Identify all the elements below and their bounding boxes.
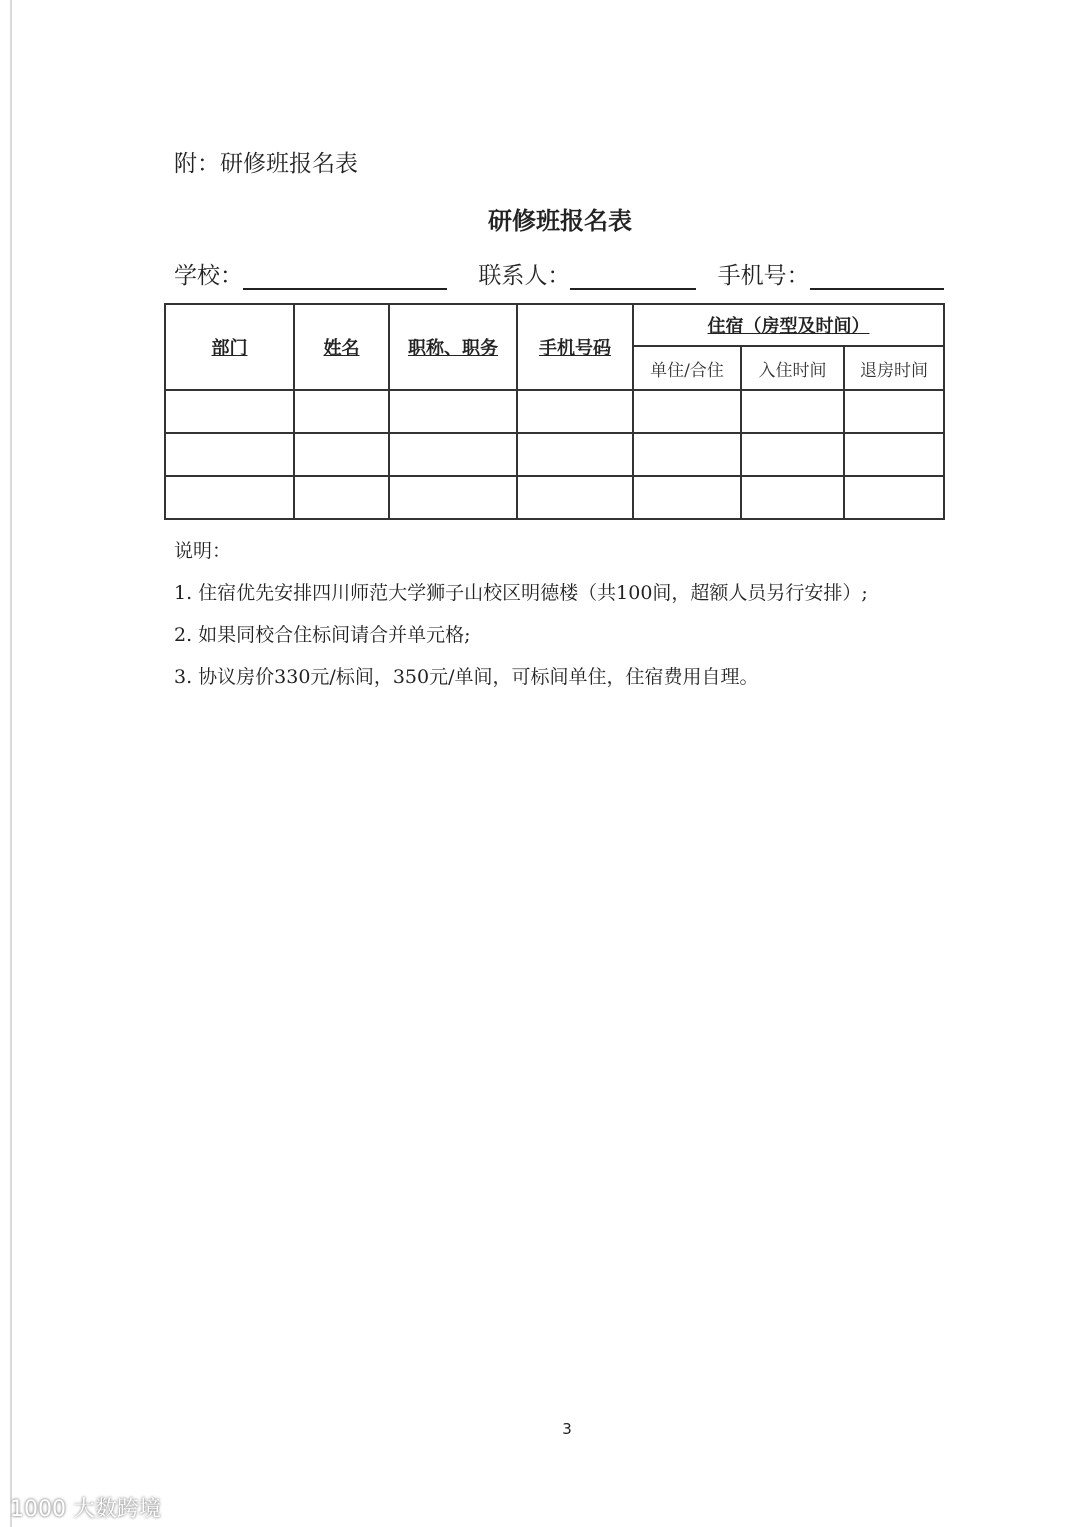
cell[interactable]	[294, 476, 389, 519]
cell[interactable]	[389, 433, 517, 476]
school-field[interactable]	[243, 264, 447, 290]
cell[interactable]	[294, 390, 389, 433]
cell[interactable]	[165, 476, 294, 519]
note-item: 2. 如果同校合住标间请合并单元格;	[174, 624, 471, 646]
cell[interactable]	[741, 433, 844, 476]
cell[interactable]	[165, 433, 294, 476]
cell[interactable]	[741, 390, 844, 433]
cell[interactable]	[844, 476, 944, 519]
cell[interactable]	[633, 476, 741, 519]
page-number: 3	[562, 1420, 572, 1438]
subheader-checkin: 入住时间	[741, 346, 844, 390]
cell[interactable]	[517, 390, 633, 433]
note-item: 3. 协议房价330元/标间，350元/单间，可标间单住，住宿费用自理。	[174, 666, 759, 688]
cell[interactable]	[294, 433, 389, 476]
page-title: 研修班报名表	[488, 206, 632, 235]
contact-label: 联系人：	[478, 263, 571, 289]
cell[interactable]	[517, 433, 633, 476]
header-accommodation: 住宿（房型及时间）	[633, 304, 944, 346]
contact-field[interactable]	[570, 264, 696, 290]
subheader-checkout: 退房时间	[844, 346, 944, 390]
header-name: 姓名	[294, 304, 389, 390]
cell[interactable]	[844, 390, 944, 433]
table-row	[165, 476, 944, 519]
watermark: 1000 大数跨境	[10, 1497, 161, 1522]
phone-label: 手机号：	[717, 263, 810, 289]
notes	[174, 530, 868, 698]
cell[interactable]	[165, 390, 294, 433]
subheader-room-type: 单住/合住	[633, 346, 741, 390]
note-item: 1. 住宿优先安排四川师范大学狮子山校区明德楼（共100间，超额人员另行安排）;	[174, 582, 868, 604]
notes-heading: 说明：	[174, 540, 232, 562]
table-row	[165, 433, 944, 476]
form-fields	[174, 257, 944, 290]
table-row	[165, 390, 944, 433]
school-label: 学校：	[174, 263, 243, 289]
cell[interactable]	[517, 476, 633, 519]
cell[interactable]	[844, 433, 944, 476]
cell[interactable]	[633, 433, 741, 476]
cell[interactable]	[389, 476, 517, 519]
attachment-label: 附：研修班报名表	[174, 151, 358, 177]
cell[interactable]	[633, 390, 741, 433]
cell[interactable]	[389, 390, 517, 433]
header-title: 职称、职务	[389, 304, 517, 390]
header-phone: 手机号码	[517, 304, 633, 390]
registration-table	[164, 303, 945, 520]
cell[interactable]	[741, 476, 844, 519]
header-department: 部门	[165, 304, 294, 390]
phone-field[interactable]	[810, 264, 944, 290]
